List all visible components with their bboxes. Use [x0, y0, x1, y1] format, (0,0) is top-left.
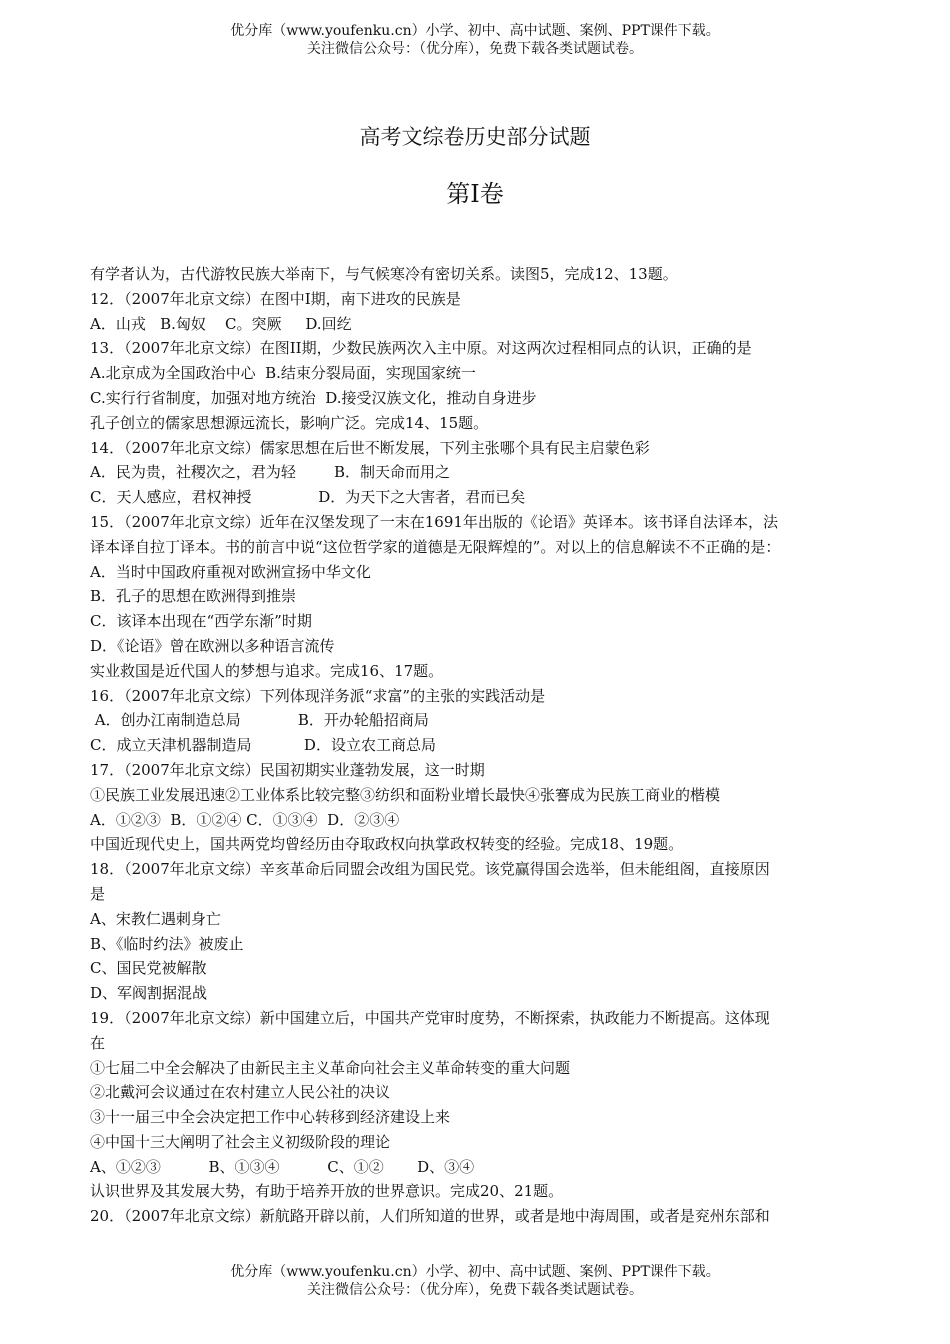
body-line: D．《论语》曾在欧洲以多种语言流传 [90, 636, 335, 655]
body-line: 中国近现代史上，国共两党均曾经历由夺取政权向执掌政权转变的经验。完成18、19题。 [90, 835, 684, 854]
body-line: 19．（2007年北京文综）新中国建立后，中国共产党审时度势，不断探索，执政能力不断提高。这体现 [90, 1008, 770, 1027]
header-line-2: 关注微信公众号：（优分库），免费下载各类试题试卷。 [307, 41, 643, 57]
body-line: 18．（2007年北京文综）辛亥革命后同盟会改组为国民党。该党赢得国会选举，但未能组阁，直接原因 [90, 860, 770, 879]
body-line: C．该译本出现在“西学东渐”时期 [90, 612, 312, 631]
body-line: A、宋教仁遇刺身亡 [90, 909, 221, 928]
body-line: A．民为贵，社稷次之，君为轻 B．制天命而用之 [90, 463, 451, 482]
body-line: 认识世界及其发展大势，有助于培养开放的世界意识。完成20、21题。 [90, 1182, 564, 1201]
body-line: A、①②③ B、①③④ C、①② D、③④ [90, 1157, 475, 1176]
body-line: 17．（2007年北京文综）民国初期实业蓬勃发展，这一时期 [90, 760, 485, 779]
body-line: 译本译自拉丁译本。书的前言中说“这位哲学家的道德是无限辉煌的”。对以上的信息解读不不正确的是： [90, 537, 781, 556]
body-line: C、国民党被解散 [90, 959, 207, 978]
header-line-1: 优分库（www.youfenku.cn）小学、初中、高中试题、案例、PPT课件下载。 [230, 23, 720, 39]
body-line: 实业救国是近代国人的梦想与追求。完成16、17题。 [90, 661, 444, 680]
body-line: 孔子创立的儒家思想源远流长，影响广泛。完成14、15题。 [90, 413, 489, 432]
body-line: ③十一届三中全会决定把工作中心转移到经济建设上来 [90, 1108, 451, 1127]
body-line: C．成立天津机器制造局 D．设立农工商总局 [90, 736, 436, 755]
body-line: B．孔子的思想在欧洲得到推崇 [90, 587, 297, 606]
body-line: 有学者认为，古代游牧民族大举南下，与气候寒冷有密切关系。读图5，完成12、13题。 [90, 265, 678, 283]
body-line: 16．（2007年北京文综）下列体现洋务派“求富”的主张的实践活动是 [90, 686, 546, 705]
footer-line-2: 关注微信公众号：（优分库），免费下载各类试题试卷。 [307, 1282, 643, 1298]
body-line: A．山戎 B.匈奴 C。突厥 D.回纥 [90, 314, 352, 333]
body-line: C.实行行省制度，加强对地方统治 D.接受汉族文化，推动自身进步 [90, 388, 537, 407]
page-footer [0, 1263, 950, 1299]
body-line: 12．（2007年北京文综）在图中I期，南下进攻的民族是 [90, 289, 461, 308]
footer-line-1: 优分库（www.youfenku.cn）小学、初中、高中试题、案例、PPT课件下载。 [230, 1264, 720, 1280]
body-line: 14．（2007年北京文综）儒家思想在后世不断发展，下列主张哪个具有民主启蒙色彩 [90, 438, 650, 457]
body-line: 20．（2007年北京文综）新航路开辟以前，人们所知道的世界，或者是地中海周围，或者是兖州东部和 [90, 1207, 770, 1226]
body-line: A.北京成为全国政治中心 B.结束分裂局面，实现国家统一 [90, 364, 476, 383]
page-header [0, 22, 950, 58]
body-line: ①民族工业发展迅速②工业体系比较完整③纺织和面粉业增长最快④张謇成为民族工商业的楷模 [90, 785, 721, 804]
body-line: ②北戴河会议通过在农村建立人民公社的决议 [90, 1083, 391, 1102]
body-line: B、《临时约法》被废止 [90, 934, 244, 953]
body-line: D、军阀割据混战 [90, 984, 208, 1003]
body-line: ①七届二中全会解决了由新民主主义革命向社会主义革命转变的重大问题 [90, 1058, 571, 1077]
section-title: 第I卷 [446, 180, 504, 208]
body-line: A．创办江南制造总局 B．开办轮船招商局 [90, 711, 429, 730]
document-body [90, 262, 865, 1229]
body-line: C．天人感应，君权神授 D．为天下之大害者，君而已矣 [90, 488, 526, 507]
body-line: 在 [90, 1033, 106, 1052]
body-line: A．当时中国政府重视对欧洲宣扬中华文化 [90, 562, 371, 581]
body-line: A．①②③ B．①②④ C．①③④ D．②③④ [90, 810, 400, 829]
body-line: 是 [90, 884, 106, 903]
body-line: ④中国十三大阐明了社会主义初级阶段的理论 [90, 1132, 391, 1151]
body-line: 13．（2007年北京文综）在图II期，少数民族两次入主中原。对这两次过程相同点的认识，正确的是 [90, 339, 752, 358]
document-title: 高考文综卷历史部分试题 [359, 125, 591, 149]
body-line: 15．（2007年北京文综）近年在汉堡发现了一末在1691年出版的《论语》英译本。该书译自法译本，法 [90, 512, 778, 531]
